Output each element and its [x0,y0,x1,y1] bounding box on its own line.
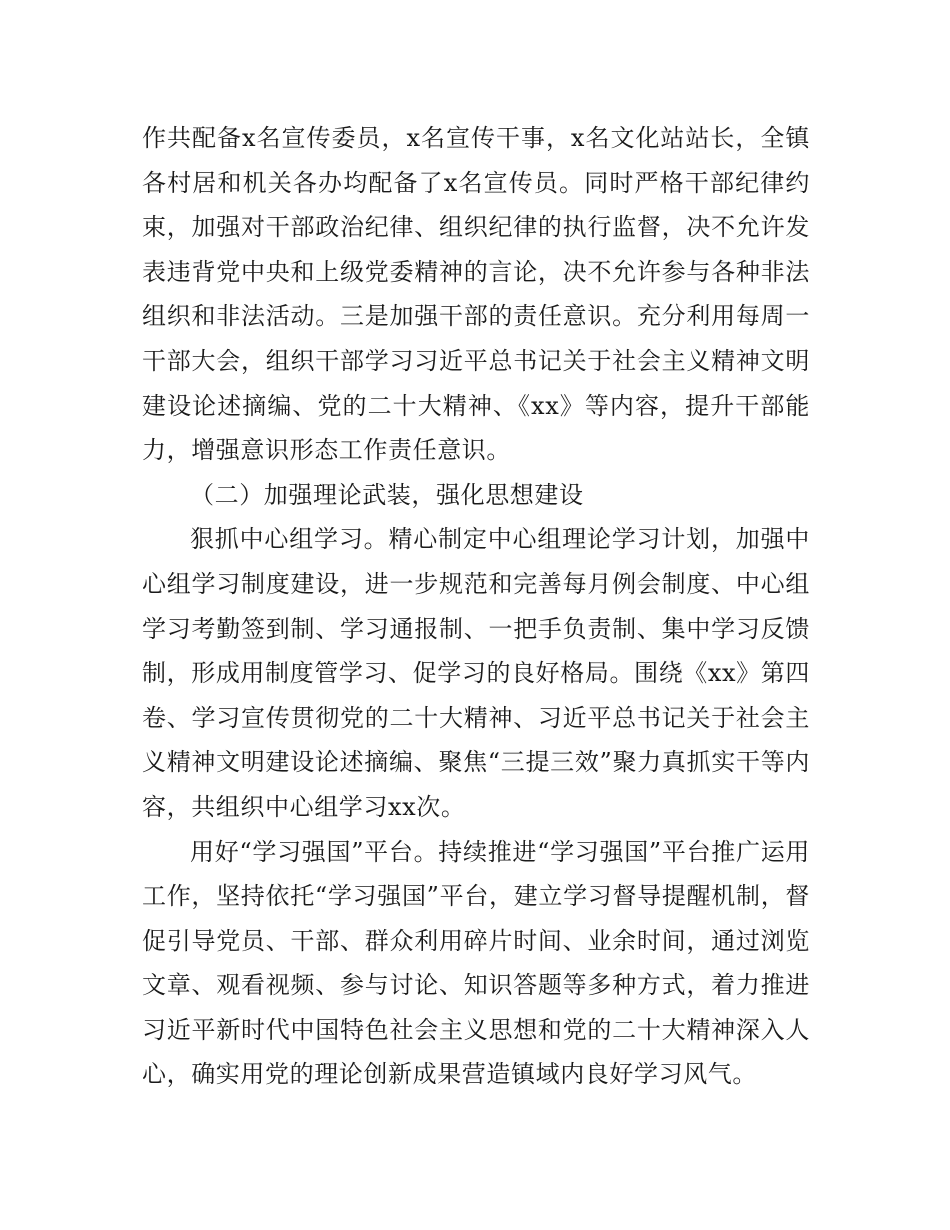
document-body [142,116,810,1097]
paragraph-center-group-study: 狠抓中心组学习。精心制定中心组理论学习计划，加强中心组学习制度建设，进一步规范和完善每月例会制度、中心组学习考勤签到制、学习通报制、一把手负责制、集中学习反馈制，形成用制度管学习、促学习的良好格局。围绕《xx》第四卷、学习宣传贯彻党的二十大精神、习近平总书记关于社会主义精神文明建设论述摘编、聚焦“三提三效”聚力真抓实干等内容，共组织中心组学习xx次。 [142,525,810,821]
paragraph-study-platform: 用好“学习强国”平台。持续推进“学习强国”平台推广运用工作，坚持依托“学习强国”平台，建立学习督导提醒机制，督促引导党员、干部、群众利用碎片时间、业余时间，通过浏览文章、观看视频、参与讨论、知识答题等多种方式，着力推进习近平新时代中国特色社会主义思想和党的二十大精神深入人心，确实用党的理论创新成果营造镇域内良好学习风气。 [142,837,810,1089]
section-heading: （二）加强理论武装，强化思想建设 [190,480,584,509]
paragraph-continued: 作共配备x名宣传委员，x名宣传干事，x名文化站站长，全镇各村居和机关各办均配备了x名宣传员。同时严格干部纪律约束，加强对干部政治纪律、组织纪律的执行监督，决不允许发表违背党中央和上级党委精神的言论，决不允许参与各种非法组织和非法活动。三是加强干部的责任意识。充分利用每周一干部大会，组织干部学习习近平总书记关于社会主义精神文明建设论述摘编、党的二十大精神、《xx》等内容，提升干部能力，增强意识形态工作责任意识。 [142,124,810,465]
